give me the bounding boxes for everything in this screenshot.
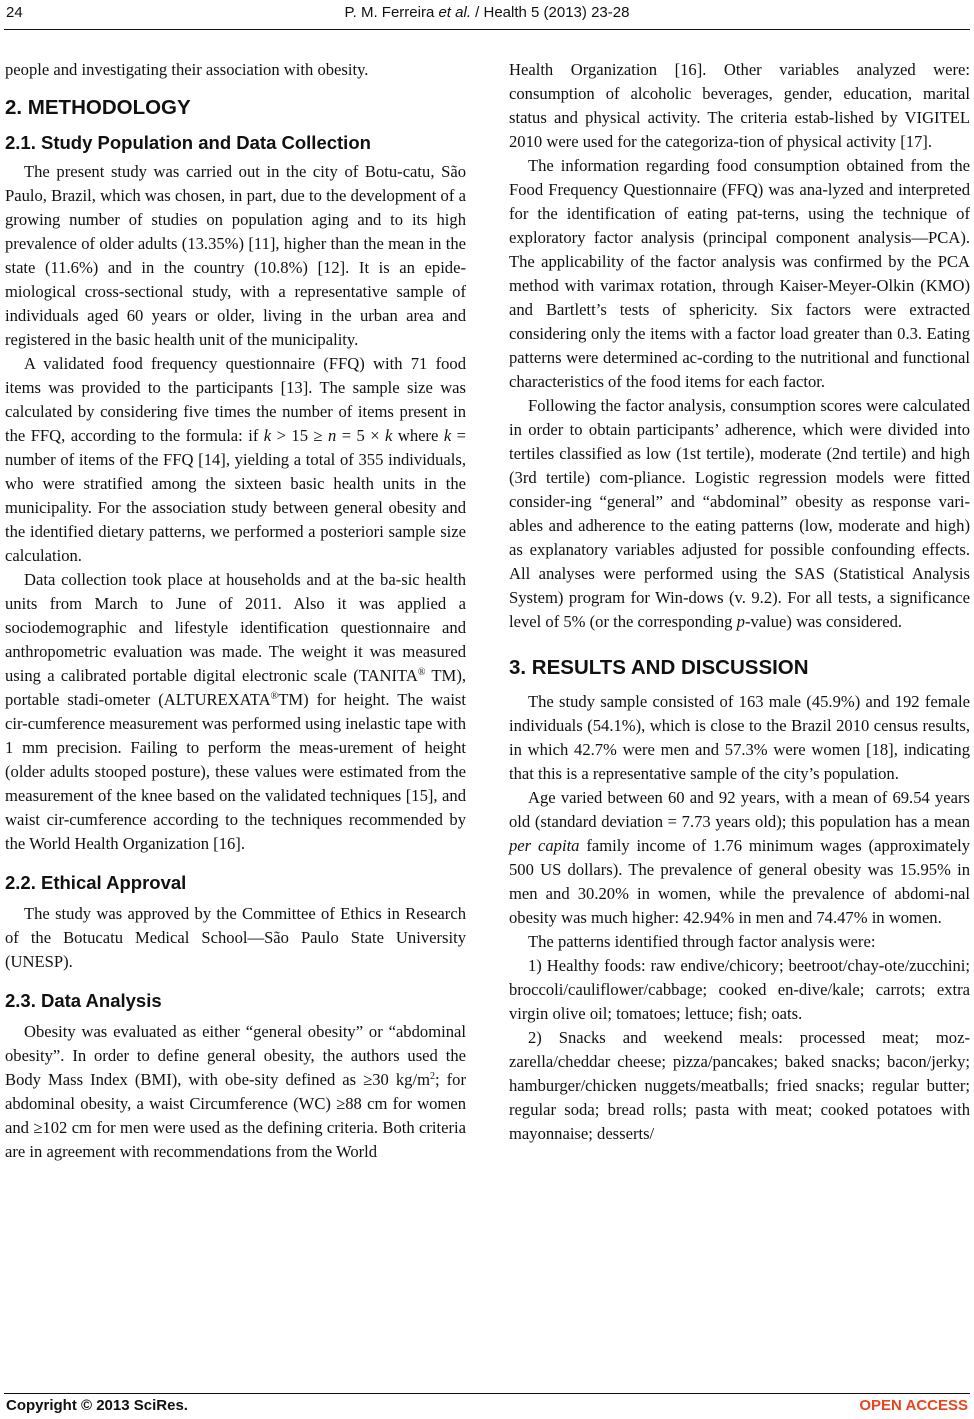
patterns-intro-paragraph: The patterns identified through factor analysis were: [528,932,876,951]
continued-paragraph: Health Organization [16]. Other variables analyzed were: consumption of alcoholic beverages, gender, education, marital status and physical activity. The criteria estab-lished by VIGITEL 2010 were used for the categoriza-tion of physical activity [17]. [509,60,970,151]
running-header-citation [0,4,974,21]
healthy-foods-paragraph: 1) Healthy foods: raw endive/chicory; beetroot/chay-ote/zucchini; broccoli/cauliflower/cabbage; cooked en-dive/kale; carrots; extra virgin olive oil; tomatoes; lettuce; fish; oats. [509,956,970,1023]
right-column [509,58,970,1146]
ffq-paragraph: The information regarding food consumption obtained from the Food Frequency Questionnaire (FFQ) was ana-lyzed and interpreted for the identification of eating pat-terns, using the technique of exploratory factor analysis (principal component analysis—PCA). The applicability of the factor analysis was confirmed by the PCA method with varimax rotation, through Kaiser-Meyer-Olkin (KMO) and Bartlett’s tests of sphericity. Six factors were extracted considering only the items with a factor load greater than 0.3. Eating patterns were determined ac-cording to the nutritional and functional characteristics of the food items for each factor. [509,156,970,391]
section-heading-methodology: 2. METHODOLOGY [5,96,191,119]
subsection-heading-ethical-approval: 2.2. Ethical Approval [5,872,187,893]
sample-paragraph: The study sample consisted of 163 male (45.9%) and 192 female individuals (54.1%), which is close to the Brazil 2010 census results, in which 42.7% were men and 57.3% were women [18], indicating that this is a representative sample of the city’s population. [509,692,970,783]
left-column [5,58,466,1164]
analysis-paragraph: Obesity was evaluated as either “general obesity” or “abdominal obesity”. In order to define general obesity, the authors used the Body Mass Index (BMI), with obe-sity defined as ≥30 $kg/m^2$; for abdominal obesity, a waist Circumference (WC) ≥88 cm for women and ≥102 cm for men were used as the defining criteria. Both criteria are in agreement with recommendations from the World [5,1022,466,1161]
section-heading-results: 3. RESULTS AND DISCUSSION [509,656,809,679]
copyright-notice: Copyright © 2013 SciRes. [6,1397,188,1414]
factor-analysis-paragraph: Following the factor analysis, consumption scores were calculated in order to obtain participants’ adherence, which were divided into tertiles classified as low (1st tertile), moderate (2nd tertile) and high (3rd tertile) com-pliance. Logistic regression models were fitted consider-ing “general” and “abdominal” obesity as response vari-ables and adherence to the eating patterns (low, moderate and high) as explanatory variables adjusted for possible confounding effects. All analyses were performed using the SAS (Statistical Analysis System) program for Win-dows (v. 9.2). For all tests, a significance level of 5% (or the corresponding p-value) was considered. [509,396,970,631]
citation-authors: P. M. Ferreira [344,4,439,21]
citation-etal: et al. [438,4,471,21]
subsection-heading-study-population: 2.1. Study Population and Data Collection [5,132,371,153]
open-access-label: OPEN ACCESS [859,1397,968,1414]
header-rule [4,29,970,30]
study-paragraph-2: A validated food frequency questionnaire (FFQ) with 71 food items was provided to the participants [13]. The sample size was calculated by considering five times the number of items present in the FFQ, according to the formula: if k > 15 ≥ n = 5 × k where k = number of items of the FFQ [14], yielding a total of 355 individuals, who were stratified among the sixteen basic health units in the municipality. For the association study between general obesity and the identified dietary patterns, we performed a posteriori sample size calculation. [5,354,467,565]
ethics-paragraph: The study was approved by the Committee of Ethics in Research of the Botucatu Medical School—São Paulo State University (UNESP). [5,904,466,971]
citation-journal: / Health 5 (2013) 23-28 [471,4,630,21]
subsection-heading-data-analysis: 2.3. Data Analysis [5,990,162,1011]
snacks-paragraph: 2) Snacks and weekend meals: processed meat; moz-zarella/cheddar cheese; pizza/pancakes; baked snacks; bacon/jerky; hamburger/chicken nuggets/meatballs; fried snacks; regular butter; regular soda; bread rolls; pasta with meat; cooked potatoes with mayonnaise; desserts/ [509,1028,970,1143]
study-paragraph-1: The present study was carried out in the city of Botu-catu, São Paulo, Brazil, which was chosen, in part, due to the development of a growing number of studies on population aging and to its high prevalence of older adults (13.35%) [11], higher than the mean in the state (11.6%) and in the country (10.8%) [12]. It is an epide-miological cross-sectional study, with a representative sample of individuals aged 60 years or older, living in the urban area and registered in the basic health unit of the municipality. [5,162,466,349]
age-paragraph: Age varied between 60 and 92 years, with a mean of 69.54 years old (standard deviation = 7.73 years old); this population has a mean per capita family income of 1.76 minimum wages (approximately 500 US dollars). The prevalence of general obesity was 15.95% in men and 30.20% in women, while the prevalence of abdomi-nal obesity was much higher: 42.94% in men and 74.47% in women. [509,788,971,927]
footer-rule [4,1393,970,1394]
study-paragraph-3: Data collection took place at households and at the ba-sic health units from March to June of 2011. Also it was applied a sociodemographic and lifestyle identification questionnaire and anthropometric evaluation was made. The weight it was measured using a calibrated portable digital electronic scale (TANITA® TM), portable stadi-ometer (ALTUREXATA®TM) for height. The waist cir-cumference measurement was performed using inelastic tape with 1 mm precision. Failing to perform the meas-urement of height (older adults stooped posture), these values were estimated from the measurement of the knee based on the validated techniques [15], and waist cir-cumference according to the techniques recommended by the World Health Organization [16]. [5,570,466,853]
intro-tail-paragraph: people and investigating their association with obesity. [5,60,369,79]
page-number: 24 [6,4,23,21]
